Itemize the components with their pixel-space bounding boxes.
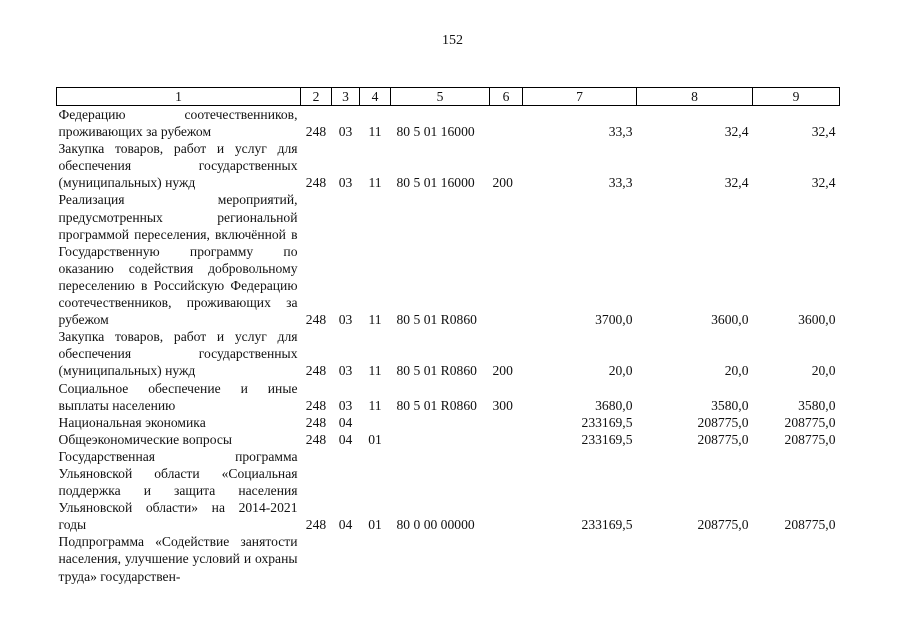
target-article-cell: 80 5 01 R0860 xyxy=(396,312,477,328)
amount-cell: 20,0 xyxy=(811,363,836,379)
section-code-cell: 04 xyxy=(338,414,353,430)
amount-cell: 208775,0 xyxy=(697,414,749,430)
target-article-cell xyxy=(391,414,490,431)
section-code-cell: 03 xyxy=(338,312,353,328)
table-body xyxy=(57,106,840,585)
column-header: 4 xyxy=(360,88,391,106)
amount-cell xyxy=(637,533,753,584)
row-name-cell: Подпрограмма «Содействие занятости населения, улучшение условий и охраны труда» государствен- xyxy=(58,534,298,584)
column-header: 1 xyxy=(57,88,301,106)
amount-cell: 233169,5 xyxy=(581,414,633,430)
expense-type-cell: 200 xyxy=(492,363,513,379)
row-name-cell: Национальная экономика xyxy=(58,414,206,430)
amount-cell: 208775,0 xyxy=(784,517,836,533)
section-code-cell: 03 xyxy=(338,175,353,191)
amount-cell xyxy=(523,533,637,584)
subsection-code-cell: 01 xyxy=(368,517,382,533)
budget-table xyxy=(56,87,840,585)
row-name-cell: Государственная программа Ульяновской области «Социальная поддержка и защита населения Ульяновской области» на 2014-2021 годы xyxy=(58,448,298,533)
page-number: 152 xyxy=(442,33,463,48)
row-name-cell: Закупка товаров, работ и услуг для обеспечения государственных (муниципальных) нужд xyxy=(58,329,298,379)
section-code-cell: 04 xyxy=(338,517,353,533)
target-article-cell: 80 5 01 R0860 xyxy=(396,397,477,413)
ministry-code-cell: 248 xyxy=(305,175,327,191)
amount-cell: 3680,0 xyxy=(595,397,633,413)
expense-type-cell: 300 xyxy=(492,397,513,413)
ministry-code-cell: 248 xyxy=(305,431,327,447)
amount-cell: 3700,0 xyxy=(595,312,633,328)
expense-type-cell xyxy=(490,533,523,584)
ministry-code-cell: 248 xyxy=(305,517,327,533)
column-header: 6 xyxy=(490,88,523,106)
ministry-code-cell: 248 xyxy=(305,312,327,328)
expense-type-cell: 200 xyxy=(492,175,513,191)
target-article-cell: 80 5 01 16000 xyxy=(396,175,475,191)
ministry-code-cell: 248 xyxy=(305,414,327,430)
amount-cell: 233169,5 xyxy=(581,517,633,533)
expense-type-cell xyxy=(490,191,523,328)
table-row xyxy=(57,328,840,379)
amount-cell: 3600,0 xyxy=(711,312,749,328)
amount-cell: 32,4 xyxy=(811,124,836,140)
subsection-code-cell: 01 xyxy=(368,431,382,447)
ministry-code-cell: 248 xyxy=(305,363,327,379)
amount-cell xyxy=(753,533,840,584)
amount-cell: 208775,0 xyxy=(784,414,836,430)
table-row xyxy=(57,380,840,414)
amount-cell: 3600,0 xyxy=(798,312,836,328)
target-article-cell: 80 5 01 R0860 xyxy=(396,363,477,379)
section-code-cell: 03 xyxy=(338,124,353,140)
target-article-cell: 80 0 00 00000 xyxy=(396,517,475,533)
budget-table-container xyxy=(56,87,839,585)
row-name-cell: Социальное обеспечение и иные выплаты населению xyxy=(58,380,298,413)
subsection-code-cell xyxy=(360,533,391,584)
amount-cell: 208775,0 xyxy=(697,431,749,447)
amount-cell: 3580,0 xyxy=(711,397,749,413)
table-row xyxy=(57,414,840,431)
column-header: 9 xyxy=(753,88,840,106)
subsection-code-cell: 11 xyxy=(368,124,382,140)
table-row xyxy=(57,448,840,533)
row-name-cell: Общеэкономические вопросы xyxy=(58,431,233,447)
table-row xyxy=(57,533,840,584)
column-header: 5 xyxy=(391,88,490,106)
column-header: 8 xyxy=(637,88,753,106)
subsection-code-cell: 11 xyxy=(368,175,382,191)
amount-cell: 20,0 xyxy=(724,363,749,379)
subsection-code-cell: 11 xyxy=(368,363,382,379)
target-article-cell xyxy=(391,533,490,584)
row-name-cell: Реализация мероприятий, предусмотренных региональной программой переселения, включённой в Государственную программу по оказанию содействия добровольному переселению в Российскую Федерацию соотечественников, проживающих за рубежом xyxy=(58,192,298,328)
table-header-row xyxy=(57,88,840,106)
table-row xyxy=(57,431,840,448)
table-row xyxy=(57,191,840,328)
amount-cell: 32,4 xyxy=(811,175,836,191)
subsection-code-cell: 11 xyxy=(368,312,382,328)
ministry-code-cell: 248 xyxy=(305,124,327,140)
amount-cell: 33,3 xyxy=(608,124,633,140)
expense-type-cell xyxy=(490,431,523,448)
column-header: 3 xyxy=(332,88,360,106)
table-row xyxy=(57,140,840,191)
amount-cell: 32,4 xyxy=(724,124,749,140)
expense-type-cell xyxy=(490,414,523,431)
row-name-cell: Федерацию соотечественников, проживающих за рубежом xyxy=(58,107,298,140)
table-row xyxy=(57,106,840,141)
target-article-cell xyxy=(391,431,490,448)
ministry-code-cell: 248 xyxy=(305,397,327,413)
column-header: 7 xyxy=(523,88,637,106)
expense-type-cell xyxy=(490,106,523,141)
section-code-cell: 03 xyxy=(338,363,353,379)
amount-cell: 208775,0 xyxy=(784,431,836,447)
subsection-code-cell xyxy=(360,414,391,431)
section-code-cell: 04 xyxy=(338,431,353,447)
target-article-cell: 80 5 01 16000 xyxy=(396,124,475,140)
amount-cell: 208775,0 xyxy=(697,517,749,533)
amount-cell: 33,3 xyxy=(608,175,633,191)
section-code-cell: 03 xyxy=(338,397,353,413)
section-code-cell xyxy=(332,533,360,584)
expense-type-cell xyxy=(490,448,523,533)
row-name-cell: Закупка товаров, работ и услуг для обеспечения государственных (муниципальных) нужд xyxy=(58,141,298,191)
amount-cell: 233169,5 xyxy=(581,431,633,447)
amount-cell: 32,4 xyxy=(724,175,749,191)
subsection-code-cell: 11 xyxy=(368,397,382,413)
amount-cell: 20,0 xyxy=(608,363,633,379)
amount-cell: 3580,0 xyxy=(798,397,836,413)
ministry-code-cell xyxy=(301,533,332,584)
column-header: 2 xyxy=(301,88,332,106)
